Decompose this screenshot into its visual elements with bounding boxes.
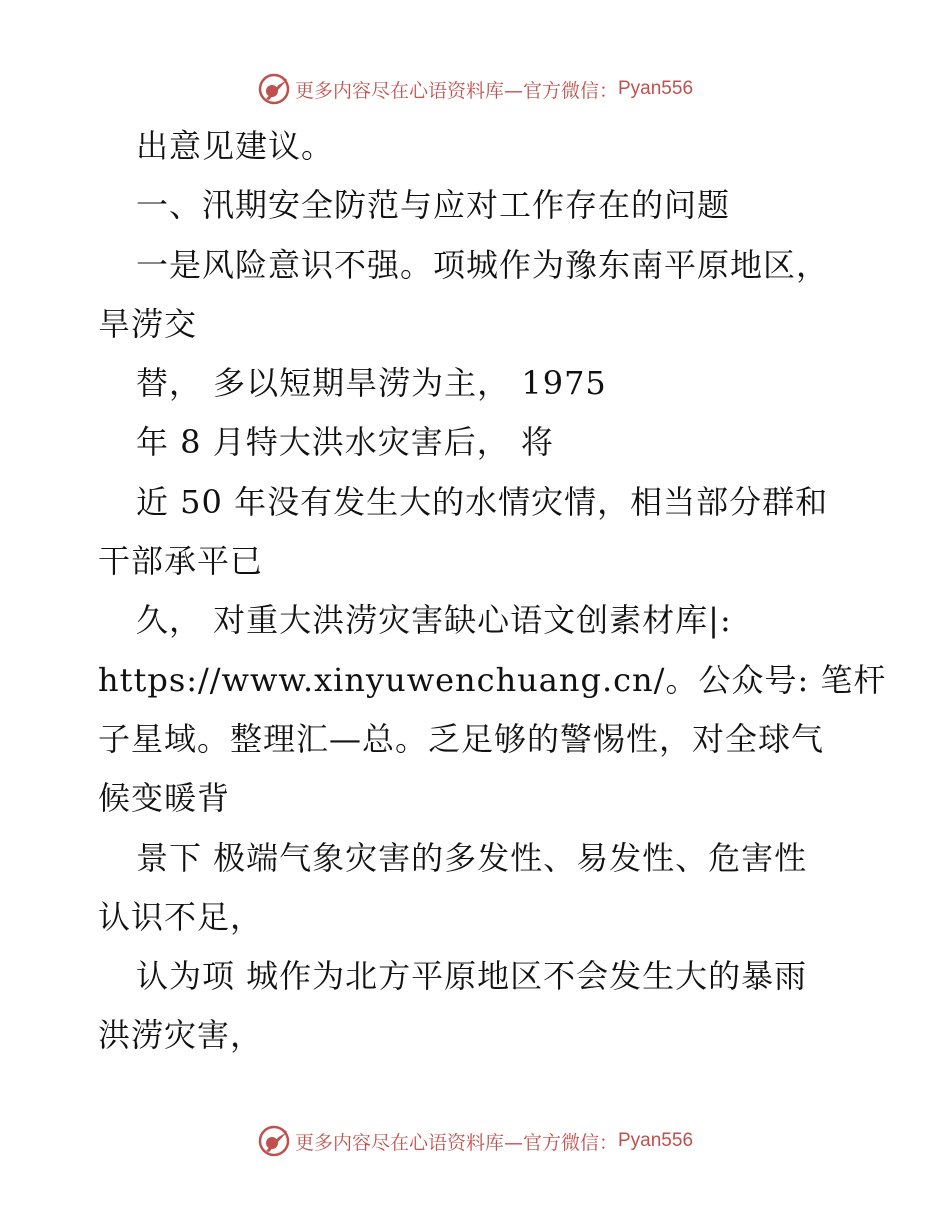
text-line: 景下 极端气象灾害的多发性、易发性、危害性 [136, 838, 808, 877]
quill-logo-icon [257, 72, 291, 106]
text-line: 干部承平已 [98, 542, 264, 581]
text-line: 认为项 城作为北方平原地区不会发生大的暴雨 [136, 957, 808, 996]
text-line: 替， 多以短期旱涝为主， 1975 [136, 364, 607, 403]
text-line: 年 8 月特大洪水灾害后， 将 [136, 423, 554, 462]
watermark-text: 更多内容尽在心语资料库—官方微信： [294, 1131, 618, 1154]
wechat-id: Pyan556 [618, 78, 694, 99]
footer-watermark [0, 1124, 950, 1158]
wechat-id: Pyan556 [618, 1130, 694, 1151]
quill-logo-icon [257, 1124, 291, 1158]
text-line: 出意见建议。 [136, 127, 335, 165]
text-line: 子星域。整理汇—总。乏足够的警惕性，对全球气 [98, 719, 825, 758]
watermark-text: 更多内容尽在心语资料库—官方微信： [294, 79, 618, 102]
text-line: 候变暖背 [98, 779, 231, 818]
header-watermark [0, 72, 950, 106]
text-line: 久， 对重大洪涝灾害缺心语文创素材库|: [136, 601, 732, 640]
text-line: 洪涝灾害， [98, 1016, 264, 1055]
document-body [98, 117, 887, 1066]
text-line: 一、汛期安全防范与应对工作存在的问题 [136, 186, 731, 225]
text-line: 旱涝交 [98, 304, 198, 343]
text-line: 一是风险意识不强。项城作为豫东南平原地区， [136, 245, 830, 284]
text-line: https://www.xinyuwenchuang.cn/。公众号: 笔杆 [98, 660, 887, 699]
text-line: 认识不足， [98, 897, 264, 936]
text-line: 近 50 年没有发生大的水情灾情，相当部分群和 [136, 482, 829, 521]
